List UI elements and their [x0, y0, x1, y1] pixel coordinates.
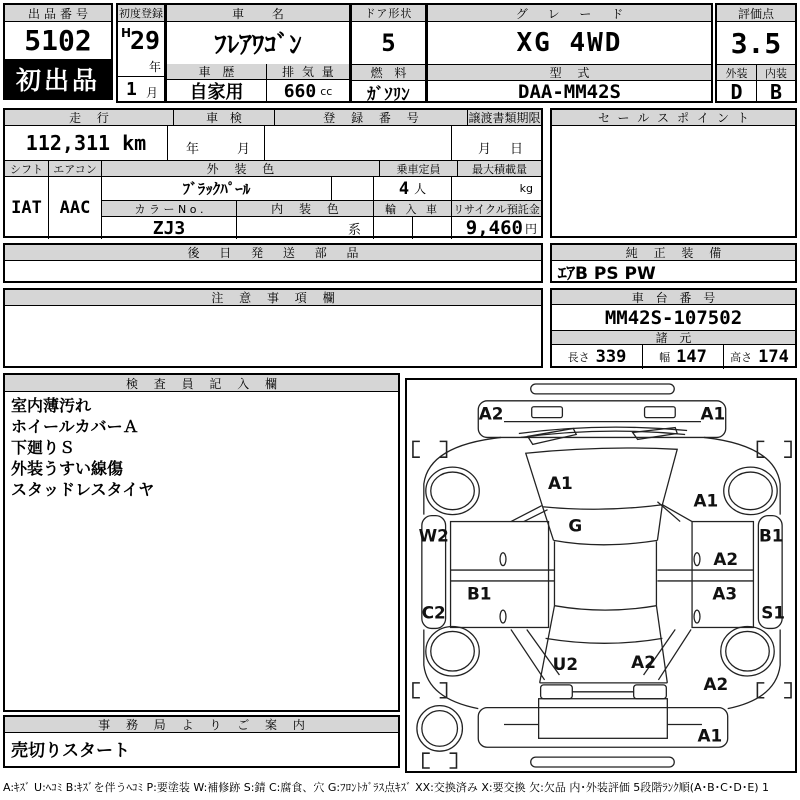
history-cell [167, 64, 267, 102]
spec-length-label: 長さ [567, 351, 590, 364]
exterior-color-value: ﾌﾞﾗｯｸﾊﾟｰﾙ [102, 177, 332, 200]
capacity-value: 4 [398, 178, 410, 199]
left-rear-door-handle [500, 610, 506, 623]
lot-number: 5102 [24, 24, 92, 57]
spec-length-cell [552, 345, 643, 369]
grade-box [426, 3, 713, 103]
capacity-unit: 人 [414, 182, 427, 196]
inspector-note-line: 下廻りＳ [11, 438, 76, 457]
roof-sides [554, 541, 656, 605]
first-registration-month [118, 77, 164, 103]
damage-mark-A1: A1 [700, 403, 726, 424]
month-unit: 月 [145, 86, 158, 100]
damage-marks [419, 404, 786, 746]
fuel-value: ｶﾞｿﾘﾝ [367, 84, 410, 105]
interior-grade-value: B [769, 80, 783, 104]
mileage-value: 112,311 km [5, 126, 168, 160]
windshield [543, 505, 663, 545]
oem-equipment-box [550, 243, 797, 283]
left-front-door-handle [500, 553, 506, 566]
rear-plate-right [634, 685, 667, 699]
damage-mark-A3: A3 [712, 583, 738, 604]
history-label: 車 歴 [167, 64, 266, 80]
score-box [715, 3, 797, 103]
shift-value: IAT [5, 177, 49, 239]
rear-window-bottom [546, 638, 663, 643]
car-name-value: ﾌﾚｱﾜｺﾞﾝ [214, 30, 302, 59]
right-doors [692, 522, 753, 628]
damage-mark-W2: W2 [418, 525, 449, 546]
wheel-rear-left [426, 626, 479, 675]
sales-point-box [550, 108, 797, 238]
spec-height-cell [724, 345, 795, 369]
chassis-number-value: MM42S-107502 [604, 306, 743, 329]
shift-label: シフト [5, 161, 49, 176]
wheel-rear-left-inner [431, 631, 475, 671]
car-diagram [407, 380, 795, 771]
damage-mark-C2: C2 [421, 602, 446, 623]
left-door-divider [451, 570, 555, 581]
score-value: 3.5 [730, 26, 782, 60]
import-label: 輸 入 車 [374, 201, 451, 217]
interior-color-value: 系 [347, 222, 361, 238]
damage-mark-U2: U2 [552, 654, 579, 675]
chassis-box [550, 288, 797, 368]
recycle-fee-label: リサイクル預託金 [453, 202, 540, 216]
max-load-label: 最大積載量 [458, 161, 541, 176]
office-notice-box [3, 715, 400, 768]
oem-equipment-label: 純 正 装 備 [552, 245, 795, 261]
office-notice-value: 売切りスタート [11, 741, 130, 761]
wheel-front-left-inner [431, 472, 475, 510]
front-bumper [478, 401, 725, 438]
rear-bottom-strip [531, 757, 675, 767]
first-listing-badge: 初出品 [5, 59, 111, 99]
color-no-label: カ ラ ー N o . [102, 201, 237, 216]
score-label: 評価点 [717, 5, 795, 22]
right-front-door-handle [694, 553, 700, 566]
cautions-box [3, 288, 543, 368]
first-registration-label: 初度登録 [119, 7, 163, 20]
inspection-value [168, 126, 265, 160]
inspection-month-placeholder: 月 [236, 142, 250, 157]
lot-label: 出品番号 [5, 5, 111, 22]
cautions-body [5, 306, 541, 367]
vehicle-detail-table [3, 108, 543, 238]
corner-brackets [413, 441, 791, 768]
model-code-label: 型 式 [428, 64, 711, 81]
exterior-grade-label: 外装 [717, 65, 757, 80]
later-parts-box [3, 243, 543, 283]
era-year: 29 [130, 26, 161, 55]
recycle-fee-value: 9,460 [465, 217, 523, 239]
damage-mark-A2: A2 [713, 549, 739, 570]
a-pillar-left [511, 506, 548, 522]
year-unit: 年 [148, 60, 161, 74]
displacement-value: 660 [283, 80, 317, 102]
front-grille-left [532, 407, 563, 418]
aircon-label: エアコン [49, 161, 102, 176]
mileage-label: 走 行 [5, 110, 174, 125]
fender-rear-left [424, 629, 478, 708]
recycle-fee-cell [452, 217, 541, 239]
month-number: 1 [126, 79, 137, 100]
recycle-fee-unit: 円 [524, 221, 537, 236]
chassis-number-label: 車 台 番 号 [552, 290, 795, 305]
wheel-front-left [426, 467, 479, 515]
first-registration-year [118, 22, 164, 77]
model-code-value: DAA-MM42S [518, 81, 621, 103]
inspection-label: 車 検 [174, 110, 275, 125]
exterior-color-label: 外 装 色 [102, 161, 380, 176]
spec-height-label: 高さ [730, 351, 753, 364]
door-shape-label: ドア形状 [352, 5, 425, 22]
lot-box [3, 3, 113, 100]
front-grille-right [645, 407, 676, 418]
import-sub-cell-1 [374, 217, 413, 239]
specs-label: 諸 元 [552, 330, 795, 345]
era-letter: H [121, 26, 132, 40]
first-registration-box [116, 3, 166, 103]
right-door-divider [657, 570, 753, 581]
inspector-note-line: スタッドレスタイヤ [11, 480, 155, 499]
grade-label: グ レ ー ド [428, 5, 711, 22]
damage-mark-B1: B1 [758, 525, 784, 546]
car-name-label: 車 名 [167, 5, 349, 22]
sales-point-label: セールスポイント [552, 110, 795, 126]
displacement-cell [267, 64, 349, 102]
rear-window-top [554, 606, 656, 610]
later-parts-body [5, 261, 541, 282]
damage-mark-A2: A2 [703, 673, 729, 694]
damage-mark-A1: A1 [693, 490, 719, 511]
damage-mark-A2: A2 [631, 652, 656, 673]
color-no-value: ZJ3 [102, 217, 237, 239]
car-name-box [165, 3, 351, 103]
grade-value: XG 4WD [516, 28, 623, 58]
spec-height-value: 174 [758, 347, 789, 367]
exterior-grade-value: D [717, 81, 757, 103]
transfer-month-placeholder: 月 [478, 142, 492, 157]
damage-mark-G: G [568, 515, 583, 536]
later-parts-label: 後 日 発 送 部 品 [5, 245, 541, 261]
inspector-box [3, 373, 400, 712]
spec-width-cell [643, 345, 724, 369]
inspector-label: 検 査 員 記 入 欄 [5, 375, 398, 392]
import-value-cell [374, 217, 451, 239]
transfer-deadline-value [452, 126, 541, 160]
capacity-value-cell [374, 177, 451, 201]
displacement-unit: cc [320, 84, 333, 98]
oem-equipment-value: ｴｱB PS PW [558, 264, 656, 284]
door-fuel-box [350, 3, 427, 103]
inspector-notes [5, 392, 398, 503]
interior-color-label: 内 装 色 [237, 201, 373, 216]
rear-bumper [478, 708, 727, 748]
capacity-label: 乗車定員 [380, 161, 458, 176]
cautions-label: 注 意 事 項 欄 [5, 290, 541, 306]
inspector-note-line: ホイールカバーＡ [11, 417, 139, 436]
office-notice-label: 事 務 局 よ り ご 案 内 [5, 717, 398, 733]
wheel-rear-right [721, 626, 774, 675]
damage-mark-B1: B1 [466, 583, 492, 604]
inspector-note-line: 外装うすい線傷 [11, 459, 124, 478]
aircon-value: AAC [49, 177, 102, 239]
inspection-year-placeholder: 年 [186, 142, 200, 157]
inspector-note-line: 室内薄汚れ [11, 396, 92, 415]
legend-line: A:ｷｽﾞ U:ﾍｺﾐ B:ｷｽﾞを伴うﾍｺﾐ P:要塗装 W:補修跡 S:錆 C:腐食、穴 G:ﾌﾛﾝﾄｶﾞﾗｽ点ｷｽﾞ XX:交換済み X:要交換 欠:欠品 内･外装評価 5段階ﾗﾝｸ順(A･B･C･D･E) 1 [3, 781, 770, 794]
door-count: 5 [352, 22, 425, 65]
spec-width-value: 147 [676, 347, 707, 367]
damage-mark-A1: A1 [548, 472, 573, 493]
registration-number-label: 登 録 番 号 [275, 110, 468, 125]
damage-diagram-box [405, 378, 797, 773]
spare-tire [417, 706, 463, 752]
wheel-rear-right-inner [726, 631, 770, 671]
sales-point-body [552, 126, 795, 237]
right-rear-door-handle [694, 610, 700, 623]
spec-width-label: 幅 [659, 351, 671, 364]
wheel-front-right [724, 467, 777, 515]
registration-number-value [265, 126, 452, 160]
transfer-day-placeholder: 日 [509, 142, 523, 157]
max-load-value: kg [452, 177, 541, 201]
spare-tire-inner [422, 711, 458, 747]
a-pillar-right [657, 502, 692, 522]
import-sub-cell-2 [413, 217, 451, 239]
tailgate-lower [539, 699, 668, 739]
wheel-front-right-inner [729, 472, 773, 510]
damage-mark-S1: S1 [761, 602, 786, 623]
fuel-label: 燃 料 [352, 65, 425, 81]
transfer-deadline-label: 譲渡書類期限 [468, 111, 541, 125]
interior-grade-label: 内装 [757, 65, 795, 80]
history-value: 自家用 [189, 82, 244, 103]
rear-plate-left [541, 685, 573, 699]
front-top-strip [531, 384, 675, 394]
exterior-color-extra-cell [332, 177, 373, 200]
damage-mark-A1: A1 [697, 725, 723, 746]
damage-mark-A2: A2 [478, 403, 504, 424]
displacement-label: 排 気 量 [267, 64, 349, 80]
spec-length-value: 339 [595, 347, 627, 367]
left-doors [451, 522, 549, 628]
